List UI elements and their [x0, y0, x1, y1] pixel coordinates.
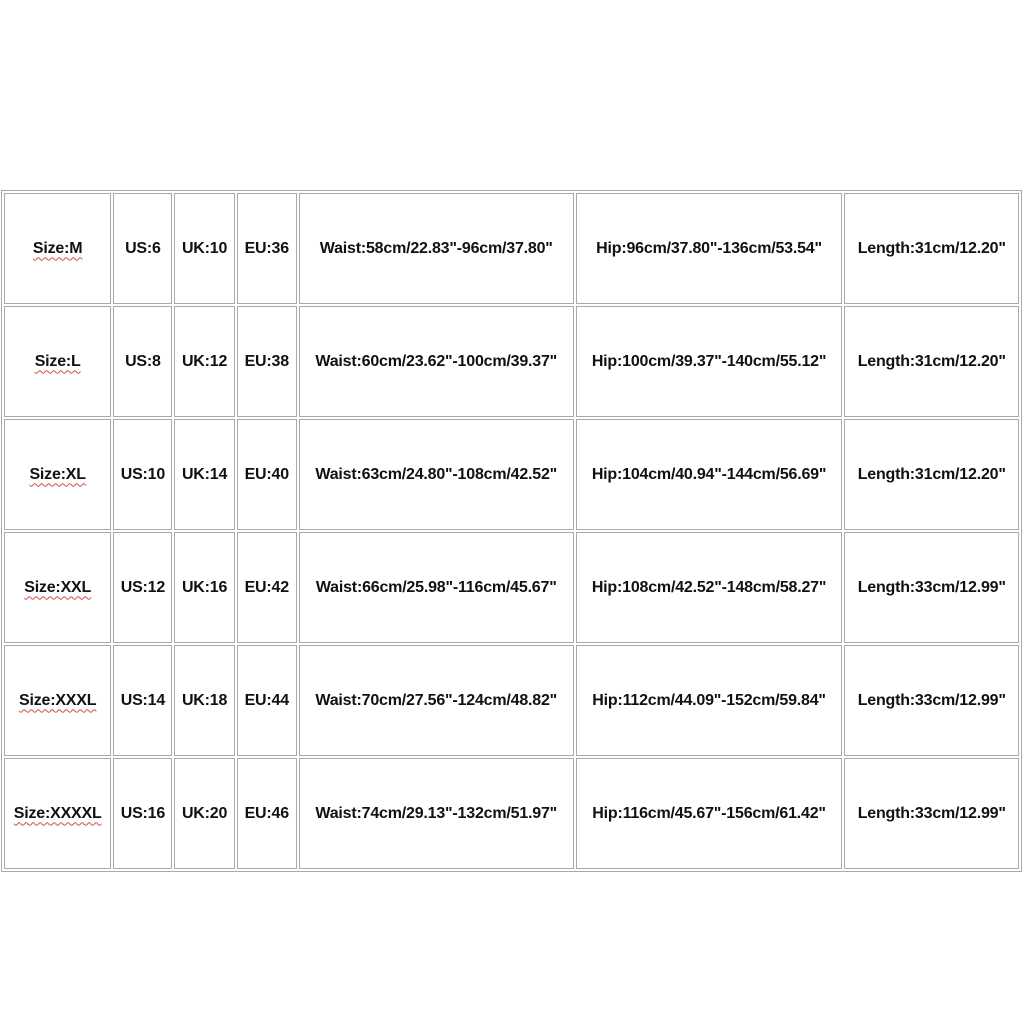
size-label: Size:XL: [29, 465, 86, 483]
length-cell: Length:33cm/12.99": [844, 645, 1019, 756]
hip-cell: Hip:116cm/45.67"-156cm/61.42": [576, 758, 843, 869]
size-label: Size:XXXL: [18, 691, 97, 709]
size-cell: [4, 193, 111, 304]
uk-size-cell: UK:16: [174, 532, 234, 643]
size-row-m: [4, 193, 1019, 304]
length-cell: Length:33cm/12.99": [844, 532, 1019, 643]
eu-size-cell: EU:40: [237, 419, 297, 530]
size-label: Size:XXXXL: [13, 804, 102, 822]
size-row-xl: [4, 419, 1019, 530]
uk-size-cell: UK:18: [174, 645, 234, 756]
size-label: Size:M: [32, 239, 83, 257]
eu-size-cell: EU:36: [237, 193, 297, 304]
length-cell: Length:31cm/12.20": [844, 306, 1019, 417]
length-cell: Length:31cm/12.20": [844, 193, 1019, 304]
size-row-xxl: [4, 532, 1019, 643]
length-cell: Length:31cm/12.20": [844, 419, 1019, 530]
eu-size-cell: EU:42: [237, 532, 297, 643]
waist-cell: Waist:74cm/29.13"-132cm/51.97": [299, 758, 574, 869]
us-size-cell: US:12: [113, 532, 172, 643]
size-cell: [4, 532, 111, 643]
length-cell: Length:33cm/12.99": [844, 758, 1019, 869]
us-size-cell: US:10: [113, 419, 172, 530]
hip-cell: Hip:108cm/42.52"-148cm/58.27": [576, 532, 843, 643]
uk-size-cell: UK:14: [174, 419, 234, 530]
size-row-xxxxl: [4, 758, 1019, 869]
size-label: Size:XXL: [24, 578, 92, 596]
us-size-cell: US:14: [113, 645, 172, 756]
hip-cell: Hip:96cm/37.80"-136cm/53.54": [576, 193, 843, 304]
us-size-cell: US:16: [113, 758, 172, 869]
hip-cell: Hip:112cm/44.09"-152cm/59.84": [576, 645, 843, 756]
size-label: Size:L: [34, 352, 81, 370]
uk-size-cell: UK:10: [174, 193, 234, 304]
eu-size-cell: EU:38: [237, 306, 297, 417]
waist-cell: Waist:60cm/23.62"-100cm/39.37": [299, 306, 574, 417]
hip-cell: Hip:100cm/39.37"-140cm/55.12": [576, 306, 843, 417]
uk-size-cell: UK:20: [174, 758, 234, 869]
waist-cell: Waist:66cm/25.98"-116cm/45.67": [299, 532, 574, 643]
size-cell: [4, 419, 111, 530]
size-row-l: [4, 306, 1019, 417]
size-cell: [4, 758, 111, 869]
size-chart-table: [1, 190, 1022, 872]
us-size-cell: US:8: [113, 306, 172, 417]
size-row-xxxl: [4, 645, 1019, 756]
waist-cell: Waist:63cm/24.80"-108cm/42.52": [299, 419, 574, 530]
waist-cell: Waist:70cm/27.56"-124cm/48.82": [299, 645, 574, 756]
eu-size-cell: EU:44: [237, 645, 297, 756]
hip-cell: Hip:104cm/40.94"-144cm/56.69": [576, 419, 843, 530]
us-size-cell: US:6: [113, 193, 172, 304]
eu-size-cell: EU:46: [237, 758, 297, 869]
uk-size-cell: UK:12: [174, 306, 234, 417]
size-cell: [4, 645, 111, 756]
waist-cell: Waist:58cm/22.83"-96cm/37.80": [299, 193, 574, 304]
size-cell: [4, 306, 111, 417]
